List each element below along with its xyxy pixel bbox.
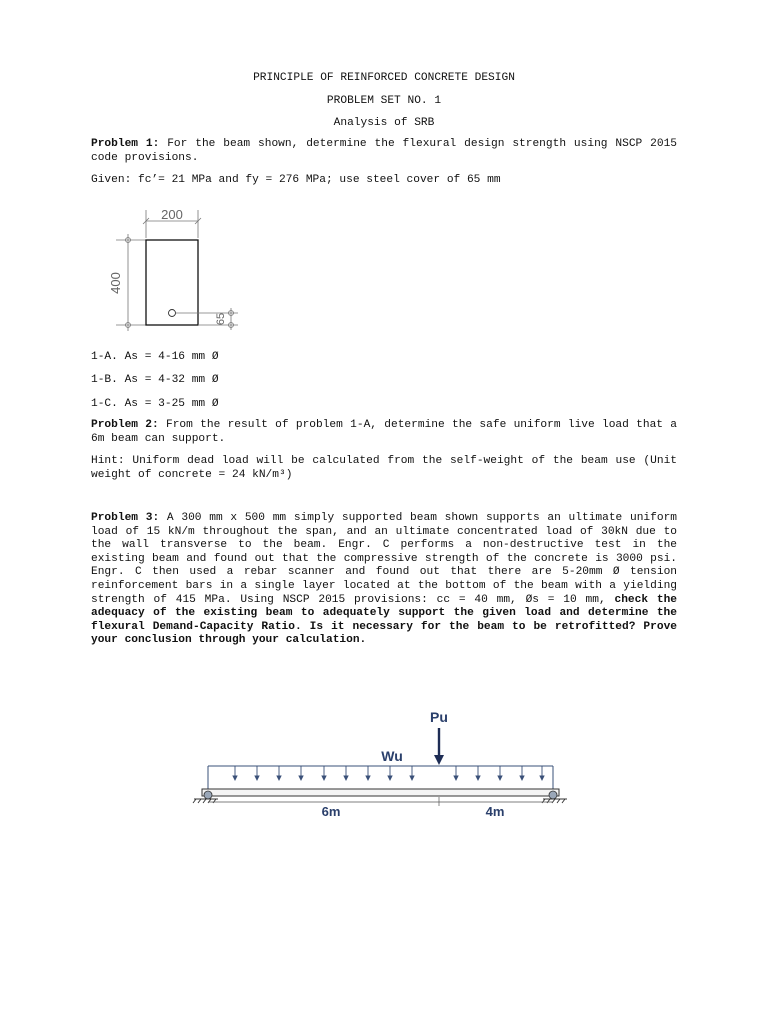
width-label: 200 xyxy=(161,207,183,222)
beam-loading-diagram xyxy=(190,705,586,825)
topic-title: Analysis of SRB xyxy=(333,117,435,129)
problem-2-text: From the result of problem 1-A, determine the safe uniform live load that a 6m beam can support. xyxy=(91,419,678,445)
problem-1-text: For the beam shown, determine the flexural design strength using NSCP 2015 code provisions. xyxy=(91,138,677,164)
problem-3-label: Problem 3: xyxy=(91,512,160,524)
problem-3-statement xyxy=(91,512,677,648)
problem-3-question: check the adequacy of the existing beam to adequately support the given load and determine the flexural Demand-Capacity Ratio. Is it necessary for the beam to be retrofitted? Prove your conclusion through your calculation. xyxy=(91,593,677,647)
span-left-label: 6m xyxy=(321,804,341,819)
problem-1-statement xyxy=(91,138,677,165)
problem-2-label: Problem 2: xyxy=(91,419,159,431)
point-load-label: Pu xyxy=(430,709,448,725)
problem-1b: 1-B. As = 4-32 mm Ø xyxy=(91,374,219,386)
beam-section xyxy=(146,240,198,325)
point-load-arrow-icon xyxy=(434,755,444,765)
span-right-label: 4m xyxy=(485,804,505,819)
height-label: 400 xyxy=(108,272,123,294)
problem-1-label: Problem 1: xyxy=(91,138,160,150)
problem-set-title: PROBLEM SET NO. 1 xyxy=(326,95,442,107)
document-title: PRINCIPLE OF REINFORCED CONCRETE DESIGN xyxy=(253,72,515,84)
right-support-icon xyxy=(549,791,557,799)
problem-1-given: Given: fc’= 21 MPa and fy = 276 MPa; use steel cover of 65 mm xyxy=(91,174,501,186)
problem-3-text: A 300 mm x 500 mm simply supported beam shown supports an ultimate uniform load of 15 kN/m throughout the span, and an ultimate concentrated load of 30kN due to the wall transverse to the beam. Engr. C performs a non-destructive test in the existing beam and found out that the compressive strength of the concrete is 3000 psi. Engr. C then used a rebar scanner and found out that there are 5-20mm Ø tension reinforcement bars in a single layer located at the bottom of the beam with a yielding strength of 415 MPa. Using NSCP 2015 provisions: cc = 40 mm, Øs = 10 mm, xyxy=(91,512,677,606)
problem-2-hint: Hint: Uniform dead load will be calculated from the self-weight of the beam use (Unit weight of concrete = 24 kN/m³) xyxy=(91,455,677,481)
uniform-load-label: Wu xyxy=(381,748,403,764)
beam-cross-section-figure xyxy=(100,204,260,334)
left-support-icon xyxy=(204,791,212,799)
problem-1a: 1-A. As = 4-16 mm Ø xyxy=(91,351,219,363)
cover-label: 65 xyxy=(215,312,227,326)
problem-1c: 1-C. As = 3-25 mm Ø xyxy=(91,398,219,410)
uniform-load-arrows xyxy=(233,766,544,780)
beam xyxy=(202,789,559,796)
problem-2-statement xyxy=(91,419,677,446)
